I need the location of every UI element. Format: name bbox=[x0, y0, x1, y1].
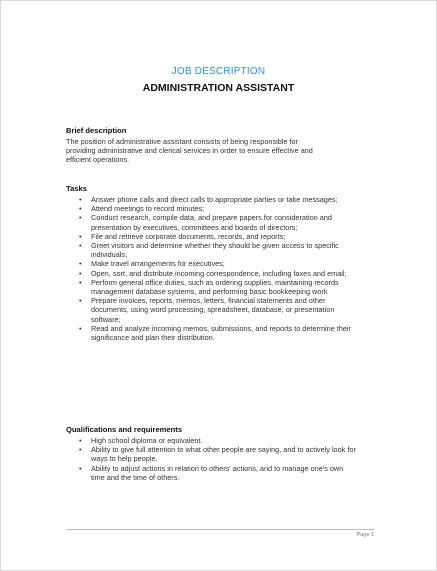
list-item: • Make travel arrangements for executives; bbox=[66, 259, 356, 268]
brief-description-heading: Brief description bbox=[66, 126, 127, 135]
brief-description-text: The position of administrative assistant consists of being responsible for providing administrative and clerical services in order to ensure effective and efficient operations. bbox=[66, 137, 313, 164]
list-item: • Perform general office duties, such as ordering supplies, maintaining records management database systems, and performing basic bookkeeping work bbox=[66, 278, 356, 296]
page-number: Page 1 bbox=[356, 532, 374, 538]
list-item: • File and retrieve corporate documents, records, and reports; bbox=[66, 232, 356, 241]
list-item: • High school diploma or equivalent. bbox=[66, 436, 356, 445]
document-title: ADMINISTRATION ASSISTANT bbox=[142, 82, 295, 94]
list-item: • Conduct research, compile data, and prepare papers for consideration and presentation by executives, committees and boards of directors; bbox=[66, 213, 356, 231]
qualifications-heading: Qualifications and requirements bbox=[66, 425, 183, 434]
document-kicker: JOB DESCRIPTION bbox=[171, 66, 266, 77]
list-item: • Greet visitors and determine whether they should be given access to specific individuals; bbox=[66, 241, 356, 259]
tasks-heading: Tasks bbox=[66, 184, 87, 193]
list-item: • Ability to give full attention to what other people are saying, and to actively look for ways to help people. bbox=[66, 445, 356, 463]
footer-divider bbox=[66, 529, 374, 530]
list-item: • Attend meetings to record minutes; bbox=[66, 204, 356, 213]
list-item: • Open, sort, and distribute incoming correspondence, including faxes and email; bbox=[66, 269, 356, 278]
list-item: • Prepare invoices, reports, memos, letters, financial statements and other documents, using word processing, spreadsheet, database, or presentation software; bbox=[66, 296, 356, 324]
tasks-list bbox=[66, 195, 356, 342]
list-item: • Answer phone calls and direct calls to appropriate parties or take messages; bbox=[66, 195, 356, 204]
list-item: • Read and analyze incoming memos, submissions, and reports to determine their significance and plan their distribution. bbox=[66, 324, 356, 342]
qualifications-list bbox=[66, 436, 356, 482]
list-item: • Ability to adjust actions in relation to others' actions, and to manage one's own time and the time of others. bbox=[66, 464, 356, 482]
